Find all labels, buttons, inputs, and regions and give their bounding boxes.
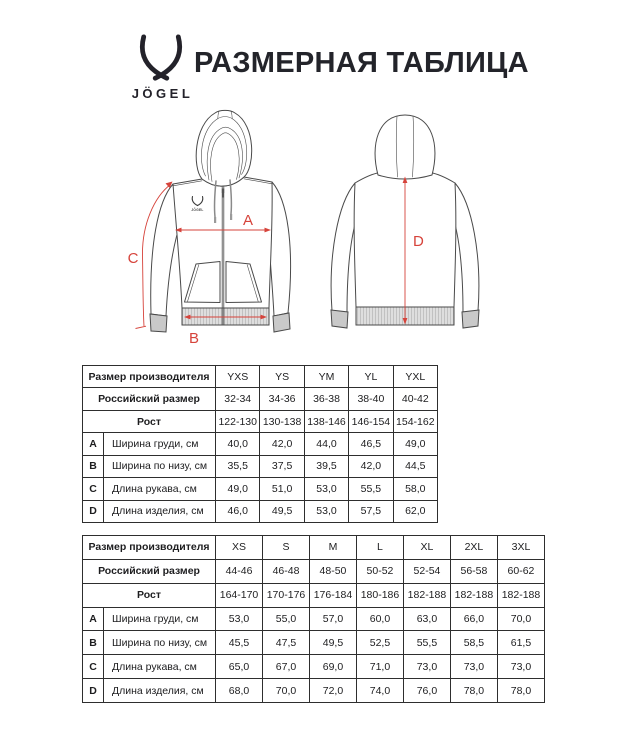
measure-value-cell: 57,0 bbox=[309, 607, 356, 631]
size-value-cell: 3XL bbox=[497, 536, 544, 560]
size-value-cell: 2XL bbox=[450, 536, 497, 560]
measure-value-cell: 69,0 bbox=[309, 655, 356, 679]
size-value-cell: XL bbox=[403, 536, 450, 560]
header-row bbox=[83, 388, 438, 410]
measure-letter-cell: C bbox=[83, 655, 104, 679]
brand-logo-icon bbox=[133, 34, 189, 84]
size-table bbox=[82, 365, 438, 523]
measure-value-cell: 72,0 bbox=[309, 679, 356, 703]
back-right-sleeve bbox=[453, 183, 479, 313]
measure-row bbox=[83, 607, 545, 631]
size-value-cell: 46-48 bbox=[263, 559, 310, 583]
measure-value-cell: 65,0 bbox=[216, 655, 263, 679]
front-left-cuff bbox=[150, 314, 167, 332]
size-value-cell: 50-52 bbox=[356, 559, 403, 583]
size-value-cell: 32-34 bbox=[216, 388, 260, 410]
size-value-cell: 36-38 bbox=[304, 388, 348, 410]
size-value-cell: 182-188 bbox=[497, 583, 544, 607]
size-value-cell: YL bbox=[349, 366, 393, 388]
measure-letter-cell: C bbox=[83, 478, 104, 500]
size-value-cell: 52-54 bbox=[403, 559, 450, 583]
measure-value-cell: 37,5 bbox=[260, 455, 304, 477]
size-value-cell: 182-188 bbox=[403, 583, 450, 607]
measure-name-cell: Ширина по низу, см bbox=[104, 455, 216, 477]
header-row bbox=[83, 583, 545, 607]
measure-value-cell: 52,5 bbox=[356, 631, 403, 655]
measure-value-cell: 78,0 bbox=[497, 679, 544, 703]
size-value-cell: S bbox=[263, 536, 310, 560]
measure-letter-cell: A bbox=[83, 433, 104, 455]
measure-label-a: A bbox=[242, 212, 254, 229]
front-right-cuff bbox=[273, 313, 290, 332]
measure-value-cell: 61,5 bbox=[497, 631, 544, 655]
back-hood bbox=[375, 115, 435, 179]
measure-label-c: C bbox=[127, 250, 139, 267]
measure-label-b: B bbox=[188, 330, 200, 347]
header-row bbox=[83, 559, 545, 583]
measure-value-cell: 55,0 bbox=[263, 607, 310, 631]
measure-value-cell: 53,0 bbox=[304, 478, 348, 500]
size-value-cell: 154-162 bbox=[393, 410, 437, 432]
svg-text:JÖGEL: JÖGEL bbox=[191, 208, 204, 212]
measure-value-cell: 53,0 bbox=[304, 500, 348, 522]
measure-value-cell: 55,5 bbox=[403, 631, 450, 655]
header-label-cell: Российский размер bbox=[83, 559, 216, 583]
measure-value-cell: 58,5 bbox=[450, 631, 497, 655]
measure-row bbox=[83, 655, 545, 679]
measure-row bbox=[83, 679, 545, 703]
measure-name-cell: Длина изделия, см bbox=[104, 500, 216, 522]
measure-row bbox=[83, 478, 438, 500]
size-value-cell: 56-58 bbox=[450, 559, 497, 583]
measure-letter-cell: B bbox=[83, 455, 104, 477]
measure-value-cell: 73,0 bbox=[403, 655, 450, 679]
size-value-cell: 122-130 bbox=[216, 410, 260, 432]
size-value-cell: 44-46 bbox=[216, 559, 263, 583]
measure-value-cell: 68,0 bbox=[216, 679, 263, 703]
measure-value-cell: 57,5 bbox=[349, 500, 393, 522]
measure-value-cell: 40,0 bbox=[216, 433, 260, 455]
back-right-cuff bbox=[462, 310, 479, 328]
measure-row bbox=[83, 433, 438, 455]
measure-value-cell: 62,0 bbox=[393, 500, 437, 522]
size-table bbox=[82, 535, 545, 703]
size-value-cell: YXL bbox=[393, 366, 437, 388]
size-value-cell: YS bbox=[260, 366, 304, 388]
size-value-cell: 182-188 bbox=[450, 583, 497, 607]
measure-value-cell: 49,0 bbox=[393, 433, 437, 455]
size-value-cell: 40-42 bbox=[393, 388, 437, 410]
size-value-cell: 130-138 bbox=[260, 410, 304, 432]
size-value-cell: YM bbox=[304, 366, 348, 388]
measure-value-cell: 49,5 bbox=[309, 631, 356, 655]
measure-name-cell: Длина рукава, см bbox=[104, 655, 216, 679]
size-value-cell: 48-50 bbox=[309, 559, 356, 583]
header-row bbox=[83, 366, 438, 388]
measure-name-cell: Ширина по низу, см bbox=[104, 631, 216, 655]
brand-logo bbox=[121, 34, 201, 101]
measure-value-cell: 46,5 bbox=[349, 433, 393, 455]
measure-row bbox=[83, 500, 438, 522]
page-title: РАЗМЕРНАЯ ТАБЛИЦА bbox=[194, 47, 529, 79]
back-left-cuff bbox=[331, 310, 348, 328]
size-value-cell: 164-170 bbox=[216, 583, 263, 607]
measure-value-cell: 78,0 bbox=[450, 679, 497, 703]
measure-label-d: D bbox=[413, 233, 424, 250]
measure-value-cell: 39,5 bbox=[304, 455, 348, 477]
measure-value-cell: 49,0 bbox=[216, 478, 260, 500]
measure-letter-cell: B bbox=[83, 631, 104, 655]
measure-value-cell: 73,0 bbox=[450, 655, 497, 679]
measure-letter-cell: D bbox=[83, 500, 104, 522]
measure-value-cell: 44,0 bbox=[304, 433, 348, 455]
measure-row bbox=[83, 455, 438, 477]
front-hem-band bbox=[182, 308, 269, 325]
measure-value-cell: 74,0 bbox=[356, 679, 403, 703]
size-value-cell: 34-36 bbox=[260, 388, 304, 410]
size-value-cell: M bbox=[309, 536, 356, 560]
measure-value-cell: 70,0 bbox=[263, 679, 310, 703]
back-left-sleeve bbox=[331, 183, 357, 313]
front-hood bbox=[196, 110, 252, 186]
measure-value-cell: 71,0 bbox=[356, 655, 403, 679]
measure-value-cell: 70,0 bbox=[497, 607, 544, 631]
measure-value-cell: 44,5 bbox=[393, 455, 437, 477]
header-label-cell: Рост bbox=[83, 583, 216, 607]
measure-value-cell: 53,0 bbox=[216, 607, 263, 631]
size-value-cell: YXS bbox=[216, 366, 260, 388]
measure-name-cell: Длина изделия, см bbox=[104, 679, 216, 703]
size-value-cell: 180-186 bbox=[356, 583, 403, 607]
measure-value-cell: 55,5 bbox=[349, 478, 393, 500]
measure-value-cell: 46,0 bbox=[216, 500, 260, 522]
measure-name-cell: Ширина груди, см bbox=[104, 433, 216, 455]
header-label-cell: Российский размер bbox=[83, 388, 216, 410]
measure-value-cell: 76,0 bbox=[403, 679, 450, 703]
measure-value-cell: 42,0 bbox=[260, 433, 304, 455]
measure-value-cell: 63,0 bbox=[403, 607, 450, 631]
hoodie-front-drawing bbox=[118, 105, 310, 348]
measure-value-cell: 66,0 bbox=[450, 607, 497, 631]
measure-value-cell: 42,0 bbox=[349, 455, 393, 477]
size-value-cell: 138-146 bbox=[304, 410, 348, 432]
measure-value-cell: 45,5 bbox=[216, 631, 263, 655]
measure-letter-cell: A bbox=[83, 607, 104, 631]
size-value-cell: 146-154 bbox=[349, 410, 393, 432]
measure-value-cell: 73,0 bbox=[497, 655, 544, 679]
measure-name-cell: Ширина груди, см bbox=[104, 607, 216, 631]
measure-value-cell: 35,5 bbox=[216, 455, 260, 477]
measure-row bbox=[83, 631, 545, 655]
header-label-cell: Размер производителя bbox=[83, 366, 216, 388]
header-label-cell: Рост bbox=[83, 410, 216, 432]
size-value-cell: 60-62 bbox=[497, 559, 544, 583]
size-value-cell: 38-40 bbox=[349, 388, 393, 410]
brand-logo-text: JÖGEL bbox=[131, 86, 194, 101]
hoodie-back-drawing bbox=[320, 105, 490, 348]
size-value-cell: 176-184 bbox=[309, 583, 356, 607]
header-row bbox=[83, 410, 438, 432]
measure-value-cell: 58,0 bbox=[393, 478, 437, 500]
measure-value-cell: 49,5 bbox=[260, 500, 304, 522]
size-value-cell: 170-176 bbox=[263, 583, 310, 607]
size-value-cell: XS bbox=[216, 536, 263, 560]
measure-value-cell: 51,0 bbox=[260, 478, 304, 500]
measure-value-cell: 47,5 bbox=[263, 631, 310, 655]
measure-value-cell: 60,0 bbox=[356, 607, 403, 631]
header-label-cell: Размер производителя bbox=[83, 536, 216, 560]
measure-value-cell: 67,0 bbox=[263, 655, 310, 679]
measure-letter-cell: D bbox=[83, 679, 104, 703]
header-row bbox=[83, 536, 545, 560]
measure-name-cell: Длина рукава, см bbox=[104, 478, 216, 500]
size-value-cell: L bbox=[356, 536, 403, 560]
